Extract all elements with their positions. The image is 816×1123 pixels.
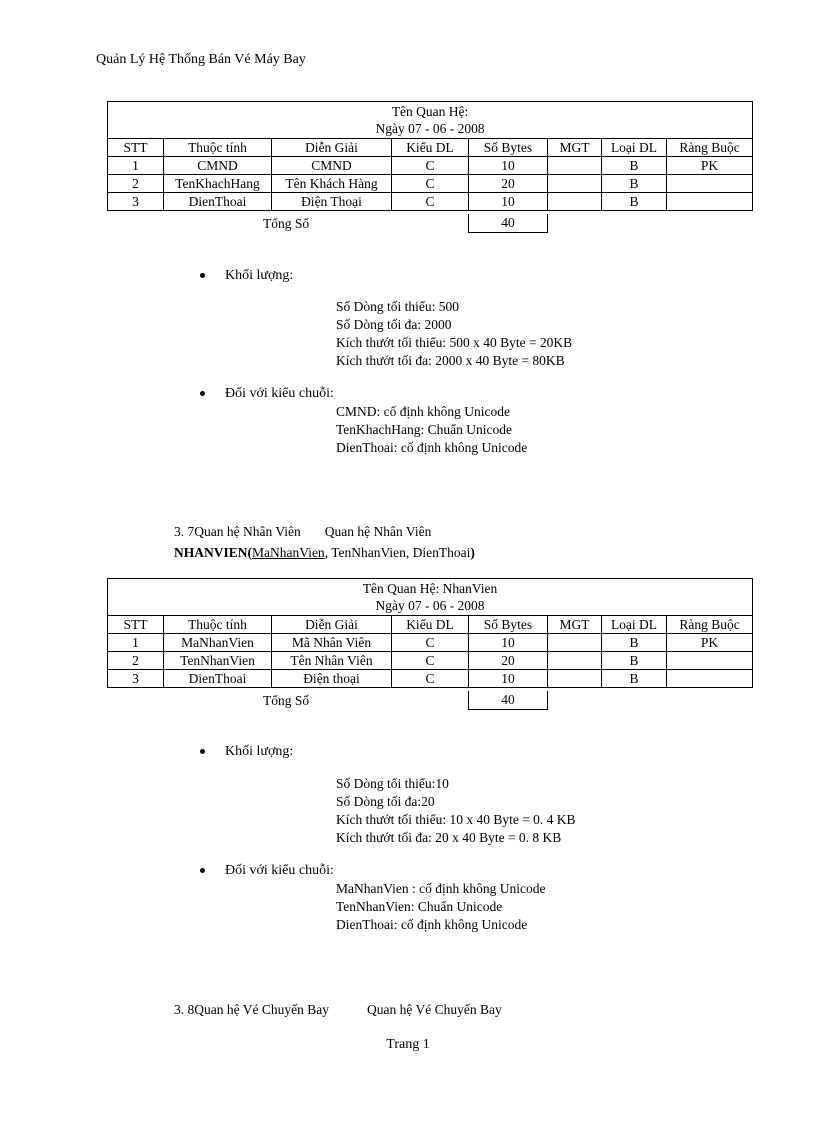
string-line: MaNhanVien : cố định không Unicode <box>336 881 546 896</box>
table-caption <box>108 102 753 139</box>
table-cell: 1 <box>108 157 164 175</box>
column-header: Diễn Giải <box>272 616 392 634</box>
relation-table-1 <box>107 101 753 211</box>
table-caption <box>108 579 753 616</box>
table-cell: 1 <box>108 634 164 652</box>
section-title: 3. 8Quan hệ Vé Chuyến Bay <box>174 1002 329 1017</box>
relation-name: Tên Quan Hệ: NhanVien <box>362 581 498 596</box>
relation-date: Ngày 07 - 06 - 2008 <box>375 121 485 136</box>
table-cell: C <box>392 652 469 670</box>
table-cell: B <box>602 193 667 211</box>
table-cell: TenKhachHang <box>164 175 272 193</box>
table-cell: DienThoai <box>164 193 272 211</box>
table-row <box>108 670 753 688</box>
total-value: 40 <box>468 214 548 233</box>
column-header: Kiểu DL <box>392 139 469 157</box>
table-cell: B <box>602 634 667 652</box>
table-cell <box>548 670 602 688</box>
table-cell: Điện Thoại <box>272 193 392 211</box>
table-cell: 10 <box>469 634 548 652</box>
table-cell: PK <box>667 634 753 652</box>
table-cell: 10 <box>469 157 548 175</box>
table-row <box>108 193 753 211</box>
volume-line: Số Dòng tối thiểu:10 <box>336 776 449 791</box>
volume-label: Khối lượng: <box>225 744 294 759</box>
table-cell: C <box>392 193 469 211</box>
total-label: Tổng Số <box>263 216 310 231</box>
bullet-icon <box>200 868 205 873</box>
section-heading-3-7 <box>174 524 431 540</box>
table-cell <box>548 175 602 193</box>
table-cell: 3 <box>108 670 164 688</box>
table-cell: 3 <box>108 193 164 211</box>
table-cell: B <box>602 157 667 175</box>
table-cell <box>548 157 602 175</box>
column-header: Kiểu DL <box>392 616 469 634</box>
schema-primary-key: MaNhanVien <box>252 545 325 560</box>
table-cell: 2 <box>108 175 164 193</box>
string-label: Đối với kiểu chuỗi: <box>225 863 334 878</box>
volume-details <box>336 775 576 847</box>
table-cell: Mã Nhân Viên <box>272 634 392 652</box>
table-header-row <box>108 616 753 634</box>
column-header: Thuộc tính <box>164 616 272 634</box>
table-cell: CMND <box>272 157 392 175</box>
table-row <box>108 652 753 670</box>
bullet-icon <box>200 749 205 754</box>
document-header: Quản Lý Hệ Thống Bán Vé Máy Bay <box>96 52 306 67</box>
string-details <box>336 403 527 457</box>
section-heading-3-8 <box>174 1002 502 1018</box>
column-header: Diễn Giải <box>272 139 392 157</box>
table-cell: 20 <box>469 175 548 193</box>
string-bullet <box>200 863 334 879</box>
section-title: 3. 7Quan hệ Nhân Viên <box>174 524 301 539</box>
column-header: Loại DL <box>602 139 667 157</box>
table-row <box>108 634 753 652</box>
schema-attributes: , TenNhanVien, DienThoai <box>324 545 471 560</box>
relation-schema <box>174 545 475 561</box>
string-label: Đối với kiểu chuỗi: <box>225 386 334 401</box>
page-number: Trang 1 <box>386 1037 430 1052</box>
volume-bullet <box>200 268 293 284</box>
relation-name: Tên Quan Hệ: <box>391 104 469 119</box>
table-cell: MaNhanVien <box>164 634 272 652</box>
column-header: Ràng Buộc <box>667 616 753 634</box>
volume-line: Số Dòng tối thiểu: 500 <box>336 299 460 314</box>
table-cell: B <box>602 652 667 670</box>
table-cell: Tên Khách Hàng <box>272 175 392 193</box>
table-caption-row <box>108 579 753 616</box>
string-line: DienThoai: cố định không Unicode <box>336 917 528 932</box>
bullet-icon <box>200 273 205 278</box>
column-header: STT <box>108 616 164 634</box>
string-line: DienThoai: cố định không Unicode <box>336 440 528 455</box>
table-cell: B <box>602 670 667 688</box>
column-header: Ràng Buộc <box>667 139 753 157</box>
volume-line: Kích thướt tối đa: 2000 x 40 Byte = 80KB <box>336 353 565 368</box>
section-subtitle: Quan hệ Nhân Viên <box>324 524 432 539</box>
table-cell <box>548 634 602 652</box>
table-cell: DienThoai <box>164 670 272 688</box>
table-cell: Tên Nhân Viên <box>272 652 392 670</box>
column-header: Loại DL <box>602 616 667 634</box>
relation-table-2 <box>107 578 753 688</box>
volume-line: Kích thướt tối đa: 20 x 40 Byte = 0. 8 KB <box>336 830 562 845</box>
column-header: Số Bytes <box>469 139 548 157</box>
column-header: STT <box>108 139 164 157</box>
column-header: Thuộc tính <box>164 139 272 157</box>
string-line: TenKhachHang: Chuẩn Unicode <box>336 422 513 437</box>
table-cell <box>548 193 602 211</box>
volume-line: Số Dòng tối đa:20 <box>336 794 435 809</box>
string-bullet <box>200 386 334 402</box>
volume-line: Kích thướt tối thiểu: 10 x 40 Byte = 0. 4 KB <box>336 812 576 827</box>
table-cell: B <box>602 175 667 193</box>
table-header-row <box>108 139 753 157</box>
string-line: TenNhanVien: Chuẩn Unicode <box>336 899 503 914</box>
table-cell: 20 <box>469 652 548 670</box>
table-cell <box>667 652 753 670</box>
table-cell: 10 <box>469 670 548 688</box>
table-cell: C <box>392 157 469 175</box>
volume-line: Số Dòng tối đa: 2000 <box>336 317 452 332</box>
table-cell <box>667 193 753 211</box>
total-value: 40 <box>468 691 548 710</box>
column-header: MGT <box>548 139 602 157</box>
table-cell: TenNhanVien <box>164 652 272 670</box>
table-cell: C <box>392 670 469 688</box>
volume-bullet <box>200 744 293 760</box>
table-cell <box>667 175 753 193</box>
table-cell: PK <box>667 157 753 175</box>
string-details <box>336 880 546 934</box>
table-row <box>108 157 753 175</box>
table-cell: CMND <box>164 157 272 175</box>
table-row <box>108 175 753 193</box>
schema-close-paren: ) <box>470 545 475 560</box>
table-cell: 10 <box>469 193 548 211</box>
column-header: Số Bytes <box>469 616 548 634</box>
table-cell <box>548 652 602 670</box>
string-line: CMND: cố định không Unicode <box>336 404 510 419</box>
table-cell: 2 <box>108 652 164 670</box>
bullet-icon <box>200 391 205 396</box>
relation-date: Ngày 07 - 06 - 2008 <box>375 598 485 613</box>
column-header: MGT <box>548 616 602 634</box>
table-cell <box>667 670 753 688</box>
volume-details <box>336 298 572 370</box>
volume-label: Khối lượng: <box>225 268 294 283</box>
volume-line: Kích thướt tối thiểu: 500 x 40 Byte = 20KB <box>336 335 573 350</box>
table-cell: C <box>392 634 469 652</box>
schema-open-paren: ( <box>247 545 253 560</box>
table-cell: C <box>392 175 469 193</box>
section-subtitle: Quan hệ Vé Chuyến Bay <box>366 1002 502 1017</box>
table-caption-row <box>108 102 753 139</box>
table-cell: Điện thoại <box>272 670 392 688</box>
schema-name: NHANVIEN <box>174 545 248 560</box>
total-label: Tổng Số <box>263 693 310 708</box>
